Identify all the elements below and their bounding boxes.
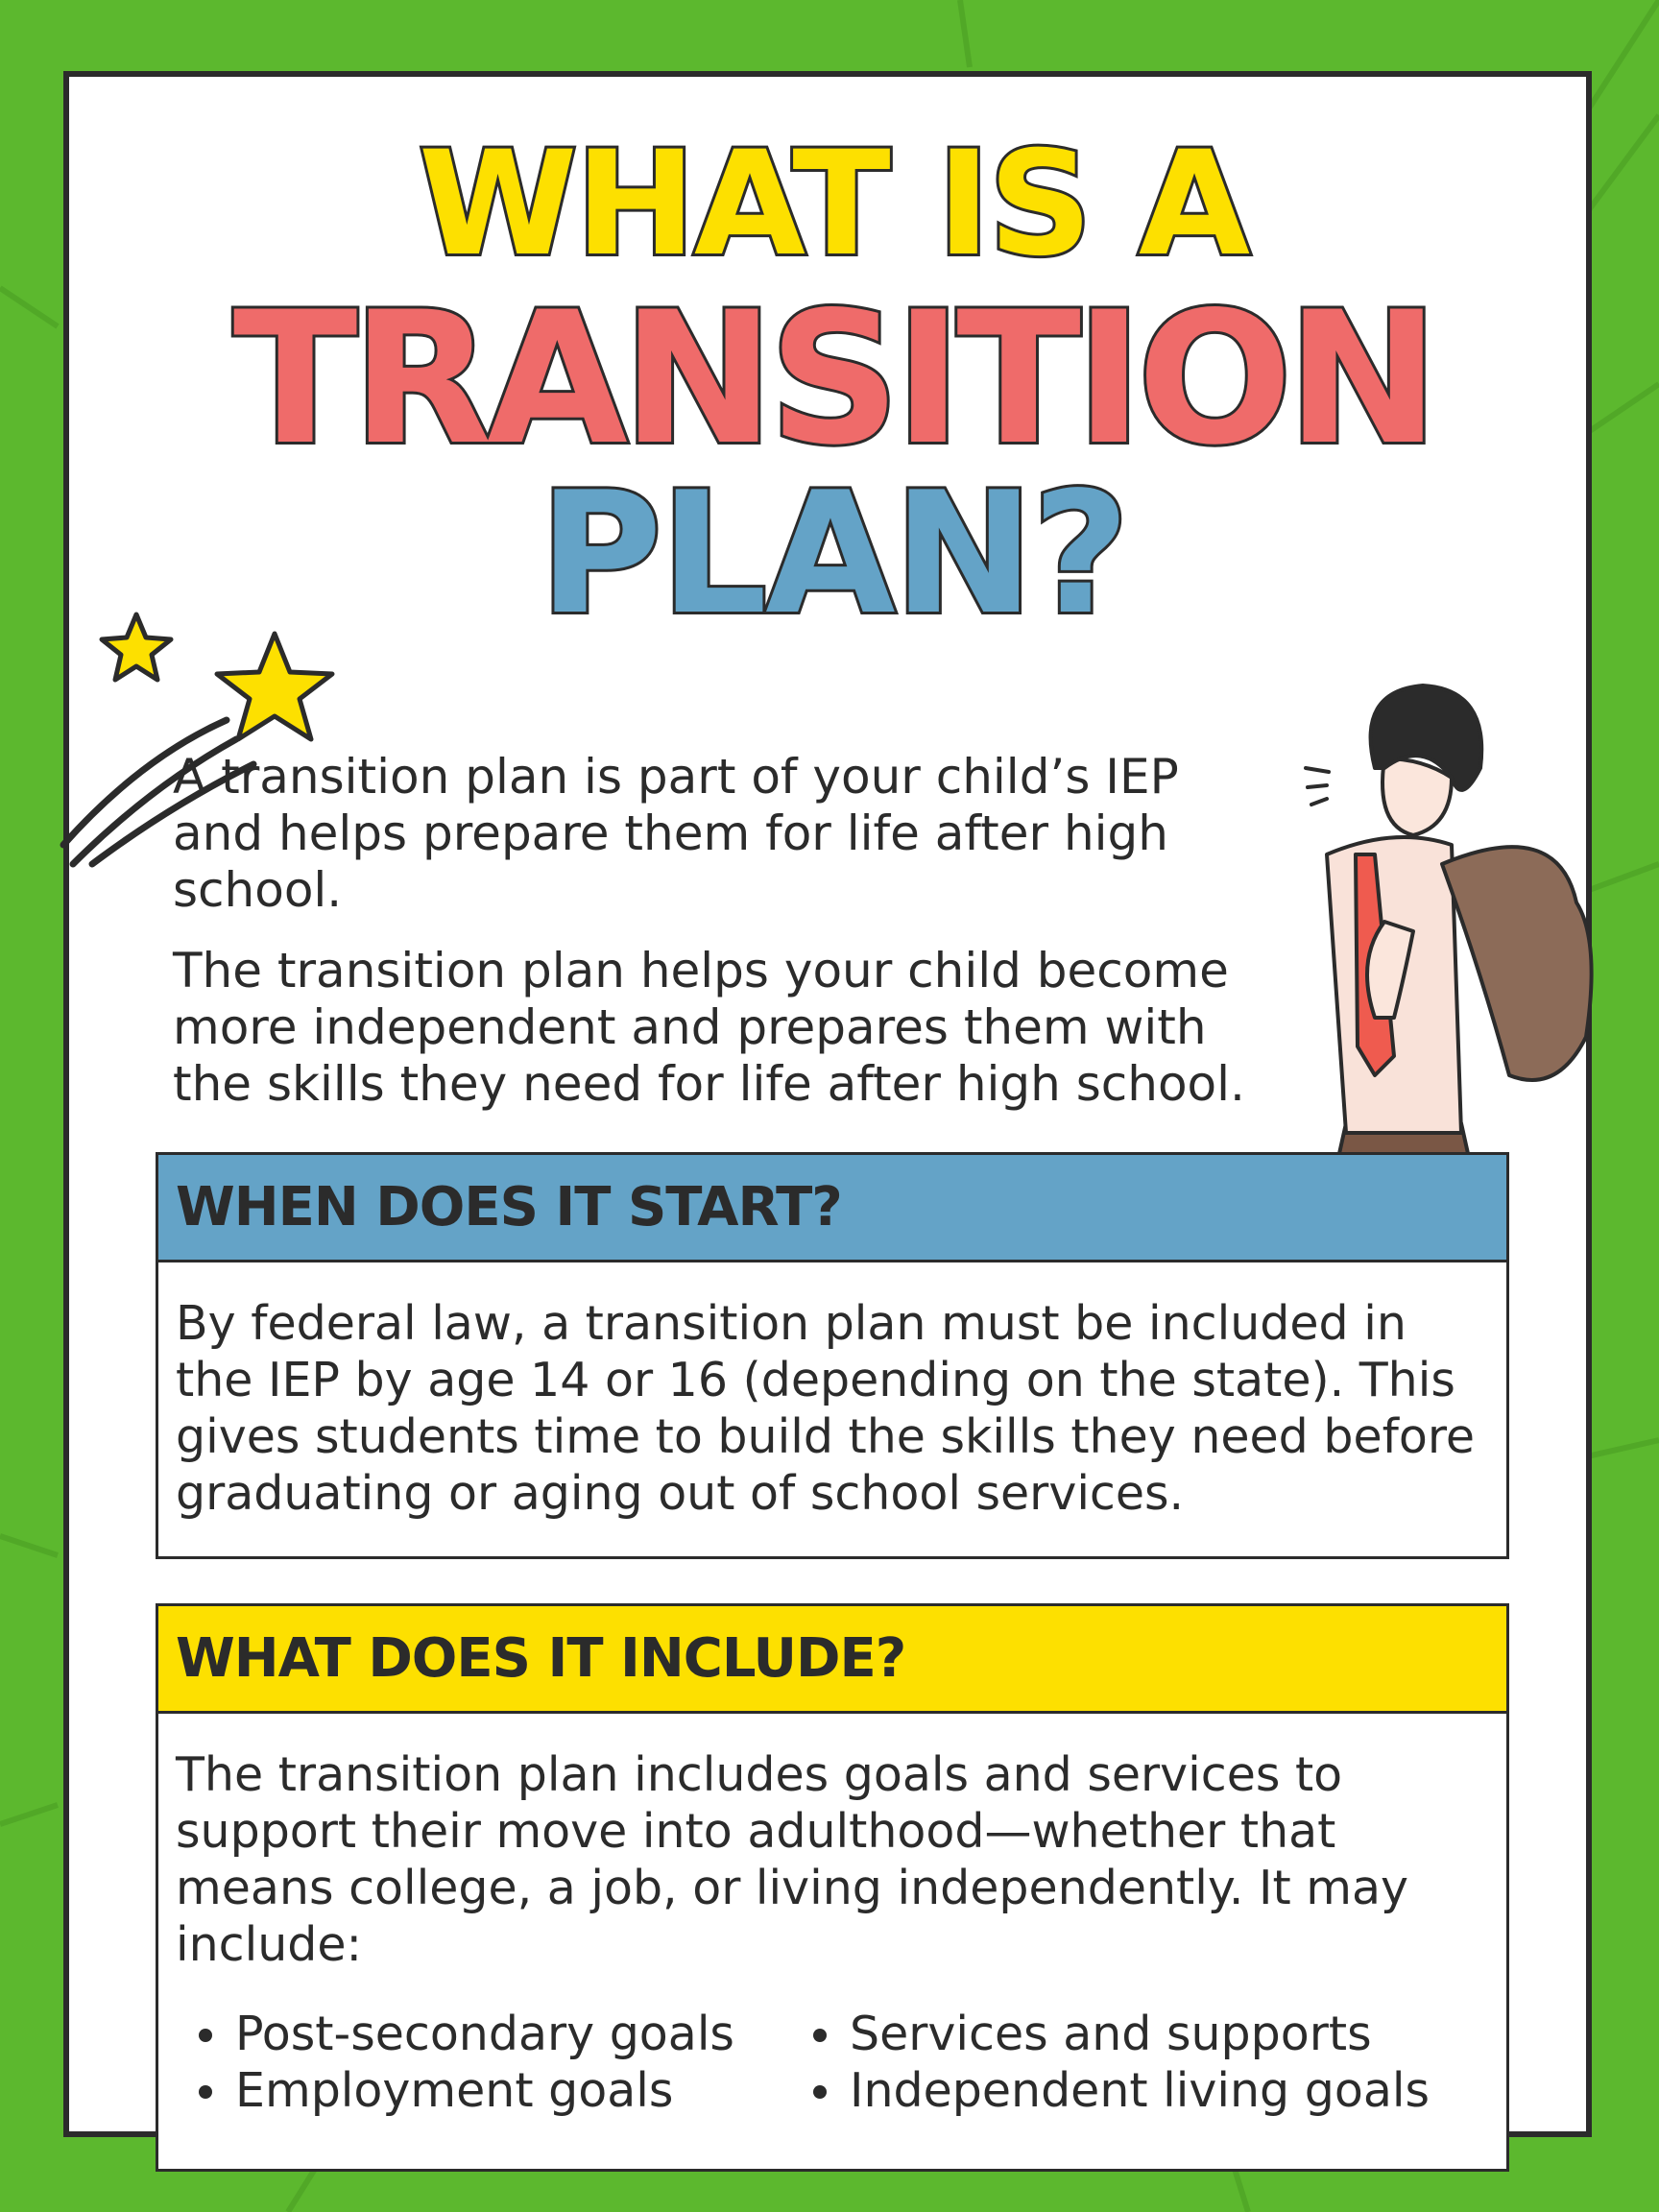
title-line-2: TRANSITION: [232, 273, 1434, 485]
intro-paragraph-2: The transition plan helps your child become more independent and prepares them with the skills they need for life after high school.: [173, 943, 1245, 1112]
include-bullet-list: [158, 2006, 1506, 2119]
list-item: Independent living goals: [807, 2062, 1479, 2119]
section-heading: WHEN DOES IT START?: [158, 1155, 1506, 1262]
title-line-3: PLAN?: [539, 457, 1128, 652]
section-heading: WHAT DOES IT INCLUDE?: [158, 1606, 1506, 1714]
list-item: Services and supports: [807, 2006, 1479, 2062]
section-body: By federal law, a transition plan must be included in the IEP by age 14 or 16 (depending on the state). This gives students time to build the skills they need before graduating or aging out of school services.: [176, 1296, 1476, 1521]
info-card: [63, 71, 1592, 2137]
list-item: Employment goals: [193, 2062, 807, 2119]
student-with-backpack-illustration: [1269, 672, 1634, 1229]
title-line-1: WHAT IS A: [418, 121, 1249, 288]
list-item: Post-secondary goals: [193, 2006, 807, 2062]
section-body: The transition plan includes goals and services to support their move into adulthood—whether that means college, a job, or living independently. It may include:: [176, 1747, 1409, 1972]
intro-paragraph-1: A transition plan is part of your child’s IEP and helps prepare them for life after high school.: [173, 749, 1179, 918]
what-does-it-include-section: [156, 1603, 1509, 2172]
when-does-it-start-section: [156, 1152, 1509, 1559]
